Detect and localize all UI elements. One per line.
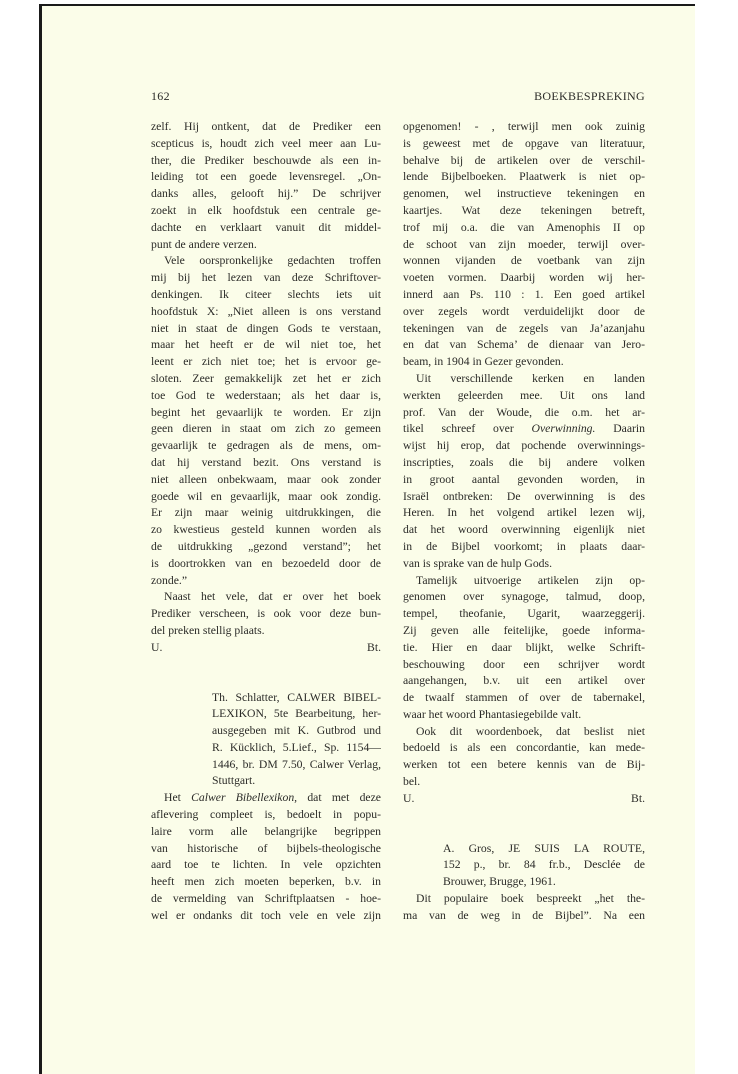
text-line: zoekt in elk hoofdstuk een centrale ge- (151, 203, 381, 217)
text-line: innerd aan Ps. 110 : 1. Een goed artikel (403, 287, 645, 301)
text-line: punt de andere verzen. (151, 237, 257, 251)
text-line: dachte en verklaart vanuit dit middel- (151, 220, 381, 234)
paragraph (403, 573, 645, 724)
text-line: geen dieren in staat om zich zo gemeen (151, 422, 381, 436)
text-line: toe God te wederstaan; als het daar is, (151, 388, 381, 402)
signature-left: U. (403, 791, 415, 805)
text-line: de vermelding van Schriftplaatsen - hoe- (151, 892, 381, 906)
text-line: wel er ondanks dit toch vele en vele zijn (151, 908, 381, 922)
review-signature (151, 640, 381, 657)
book-citation (212, 690, 381, 791)
text-line: leent er zich niet toe; het is ervoor ge- (151, 355, 381, 369)
text-line: en dat van Schema’ de dienaar van Jero- (403, 338, 645, 352)
text-line: wijst hij erop, dat pochende overwinnings- (403, 439, 645, 453)
text-line: aflevering compleet is, bedoelt in popu- (151, 808, 381, 822)
text-line: van historische of bijbels-theologische (151, 841, 381, 855)
text-line: Tamelijk uitvoerige artikelen zijn op- (416, 573, 645, 587)
text-line: in groot aantal gevonden worden, in (403, 472, 645, 486)
text-line: leiding tot een goede levensregel. „On- (151, 170, 381, 184)
paragraph (151, 790, 381, 924)
text-line: werkten geleerden mee. Uit ons land (403, 388, 645, 402)
text-line: danks alles, gelooft hij.” De schrijver (151, 187, 381, 201)
right-column (403, 119, 645, 925)
text-line: A. Gros, JE SUIS LA ROUTE, (443, 841, 645, 855)
text-line (403, 421, 645, 438)
text-line: zonde.” (151, 573, 188, 587)
section-gap (403, 808, 645, 841)
text-line: prof. Van der Woude, die o.m. het ar- (403, 405, 645, 419)
text-line: werken tot een betere kennis van de Bij- (403, 758, 645, 772)
text-line: Vele oorspronkelijke gedachten troffen (164, 254, 381, 268)
signature-right: Bt. (367, 640, 381, 654)
text-line: Ook dit woordenboek, dat beslist niet (416, 724, 645, 738)
text-line: Naast het vele, dat er over het boek (164, 590, 381, 604)
paragraph (151, 119, 381, 253)
text-line: tempel, theofanie, Ugarit, waarzeggerij. (403, 607, 645, 621)
text-line: in de Bijbel voorkomt; in plaats daar- (403, 539, 645, 553)
signature-left: U. (151, 640, 163, 654)
text-line: 152 p., br. 84 fr.b., Desclée de (443, 858, 645, 872)
text-line: voeten vormen. Daarbij worden wij her- (403, 271, 645, 285)
paragraph (151, 589, 381, 639)
text-line: sloten. Zeer gemakkelijk zet het er zich (151, 371, 381, 385)
text-line: de uitdrukking „gezond verstand”; het (151, 539, 381, 553)
text-line: zo kwestieus gesteld kunnen worden als (151, 523, 381, 537)
text-line: gevaarlijk te gedragen als de mens, om- (151, 439, 381, 453)
text-line: del preken stellig plaats. (151, 623, 265, 637)
text-line: Dit populaire boek bespreekt „het the- (416, 892, 645, 906)
text-line: zelf. Hij ontkent, dat de Prediker een (151, 120, 381, 133)
text-line: scepticus is, houdt zich veel meer aan Lu- (151, 136, 381, 150)
text-line: dat hij verstand bezit. Ons verstand is (151, 455, 381, 469)
text-line: maar het heeft er de wil niet toe, het (151, 338, 381, 352)
paragraph (151, 253, 381, 589)
text-line: van is sprake van de hulp Gods. (403, 556, 552, 570)
text-line: wonnen vijanden de voetbank van zijn (403, 254, 645, 268)
text-line: kaartjes. Wat deze tekeningen betreft, (403, 203, 645, 217)
text-line: Brouwer, Brugge, 1961. (443, 875, 556, 889)
text-line: over zegels wordt verduidelijkt door de (403, 304, 645, 318)
italic-title: Calwer Bibellexikon, (191, 791, 298, 805)
text-line: tie. Hier en daar blijkt, welke Schrift- (403, 640, 645, 654)
text-line: genomen, wel instructieve tekeningen en (403, 187, 645, 201)
text-line: Uit verschillende kerken en landen (416, 371, 645, 385)
text-line: Stuttgart. (212, 774, 256, 788)
text-line: Heren. In het volgend artikel lezen wij, (403, 506, 645, 520)
text-line: laire vorm alle belangrijke begrippen (151, 824, 381, 838)
text-segment: Het (164, 791, 192, 805)
running-title: BOEKBESPREKING (534, 89, 645, 103)
text-line: mij bij het lezen van deze Schriftover- (151, 271, 381, 285)
text-line: bel. (403, 775, 421, 789)
text-line: begint het gevaarlijk te worden. Er zijn (151, 405, 381, 419)
text-line: beschouwing door een schrijver wordt (403, 657, 645, 671)
text-line: Th. Schlatter, CALWER BIBEL- (212, 690, 381, 704)
review-signature (403, 791, 645, 808)
signature-right: Bt. (631, 791, 645, 805)
text-line: bedoeld is als een concordantie, kan mede- (403, 741, 645, 755)
text-line: ma van de weg in de Bijbel”. Na een (403, 908, 645, 922)
left-column (151, 119, 381, 925)
text-line: waar het woord Phantasiegebilde valt. (403, 707, 582, 721)
text-line: LEXIKON, 5te Bearbeitung, her- (212, 707, 381, 721)
text-line: is doortrokken van en bezoedeld door de (151, 556, 381, 570)
text-line: opgenomen! - , terwijl men ook zuinig (403, 120, 645, 133)
text-line: de schoot van zijn moeder, terwijl over- (403, 237, 645, 251)
text-line: denkingen. Ik citeer slechts iets uit (151, 287, 381, 301)
text-line: dat het woord overwinning eigenlijk niet (403, 523, 645, 537)
text-line: R. Kücklich, 5.Lief., Sp. 1154— (212, 740, 381, 754)
text-line: de twaalf stammen of over de tabernakel, (403, 691, 645, 705)
text-line: heeft men zich moeten beperken, b.v. in (151, 875, 381, 889)
text-line: 1446, br. DM 7.50, Calwer Verlag, (212, 757, 381, 771)
text-line: Prediker verscheen, is ook voor deze bun- (151, 607, 381, 621)
page-number: 162 (151, 89, 170, 103)
text-line: trof mij o.a. die van Amenophis II op (403, 220, 645, 234)
text-line: niet alleen onbekwaam, maar ook zonder (151, 472, 381, 486)
section-gap (151, 657, 381, 690)
paragraph (403, 724, 645, 791)
text-line: inscripties, zoals die bij andere volken (403, 455, 645, 469)
text-line (151, 790, 381, 807)
text-segment: tikel schreef over (403, 422, 532, 436)
text-line: Zij geven alle feitelijke, goede informa- (403, 623, 645, 637)
paragraph (403, 371, 645, 573)
text-line: genomen over synagoge, talmud, doop, (403, 590, 645, 604)
text-line: Israël ontbreken: De overwinning is des (403, 489, 645, 503)
book-citation (443, 841, 645, 891)
text-line: ausgegeben mit K. Gutbrod und (212, 724, 381, 738)
text-segment: dat met deze (297, 791, 381, 805)
text-line: goede wil en gevaarlijk, maar ook zondig. (151, 489, 381, 503)
text-line: niet in staat de dingen Gods te verstaan, (151, 321, 381, 335)
text-line: Er zijn maar weinig uitdrukkingen, die (151, 506, 381, 520)
text-line: aangehangen, b.v. uit een artikel over (403, 674, 645, 688)
text-line: is geweest met de opgave van literatuur, (403, 136, 645, 150)
paragraph (403, 891, 645, 925)
text-line: beam, in 1904 in Gezer gevonden. (403, 355, 564, 369)
text-line: lende Bijbelboeken. Plaatwerk is niet op- (403, 170, 645, 184)
text-line: aard toe te lichten. In vele opzichten (151, 858, 381, 872)
paragraph (403, 119, 645, 371)
text-line: tekeningen van de zegels van Ja’azanjahu (403, 321, 645, 335)
text-line: behalve bij de artikelen over de verschil- (403, 153, 645, 167)
text-segment: Daarin (595, 422, 645, 436)
italic-title: Overwinning. (531, 422, 596, 436)
text-line: hoofdstuk X: „Niet alleen is ons verstand (151, 304, 381, 318)
text-line: ther, die Prediker beschouwde als een in- (151, 153, 381, 167)
